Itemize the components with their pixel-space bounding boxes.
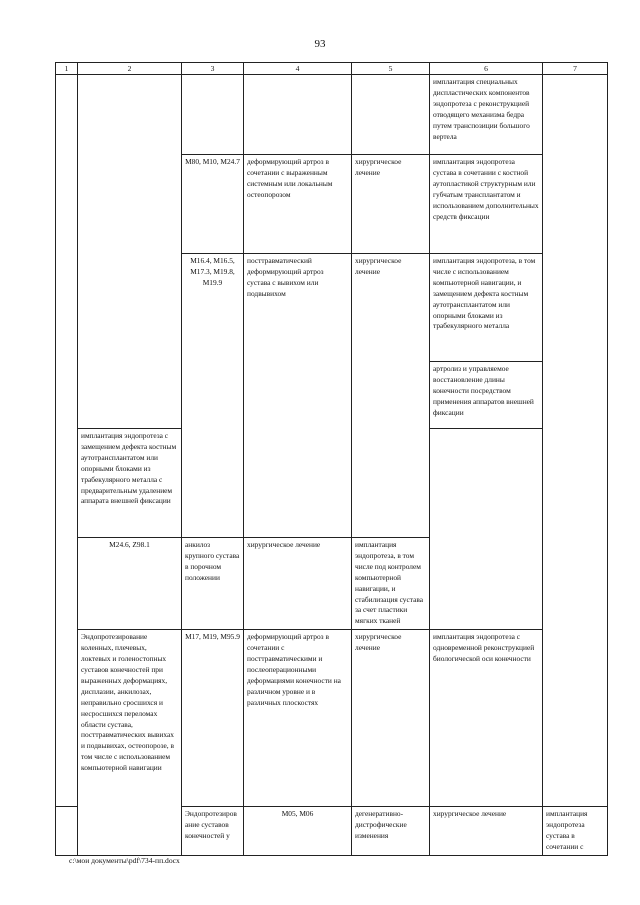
cell-codes: M80, M10, M24.7 [182,155,244,254]
procedures-table [55,62,608,856]
header-col-4: 4 [244,63,352,75]
cell-method: имплантация эндопротеза, в том числе с использованием компьютерной навигации, и замещением дефекта костным аутотрансплантатом или опорными блоками из трабекулярного металла [430,254,543,362]
header-col-5: 5 [352,63,430,75]
cell-method: имплантация эндопротеза, в том числе под контролем компьютерной навигации, и стабилизация сустава за счет пластики мягких тканей [352,538,430,630]
cell-codes: M17, M19, M95.9 [182,630,244,807]
header-col-2: 2 [78,63,182,75]
header-col-6: 6 [430,63,543,75]
cell-treatment: хирургическое лечение [352,155,430,254]
cell-method: имплантация эндопротеза с замещением дефекта костным аутотрансплантатом или опорными блоками из трабекулярного металла с предварительным удалением аппарата внешней фиксации [78,429,182,538]
cell-diagnosis: посттравматический деформирующий артроз сустава с вывихом или подвывихом [244,254,352,538]
cell-codes: M16.4, M16.5, M17.3, M19.8, M19.9 [182,254,244,538]
cell-diagnosis: деформирующий артроз в сочетании с посттравматическими и послеоперационными деформациями конечности на различном уровне и в различных плоскостях [244,630,352,807]
header-col-7: 7 [543,63,608,75]
cell-procedure: Эндопротезирование коленных, плечевых, локтевых и голеностопных суставов конечностей при выраженных деформациях, дисплазии, анкилозах, неправильно сросшихся и несросшихся переломах области сустава, посттравматических вывихах и подвывихах, остеопорозе, в том числе с использованием компьютерной навигации [78,630,182,856]
cell-diagnosis [244,75,352,155]
cell-treatment: хирургическое лечение [352,254,430,538]
cell-diagnosis: анкилоз крупного сустава в порочном положении [182,538,244,630]
footer-file-path: c:\мои документы\pdf\734-пп.docx [69,856,180,865]
header-col-1: 1 [56,63,78,75]
cell-col-1 [56,807,78,856]
cell-method: артролиз и управляемое восстановление длины конечности посредством применения аппаратов внешней фиксации [430,362,543,429]
cell-method: имплантация эндопротеза с одновременной реконструкцией биологической оси конечности [430,630,543,807]
table-row [56,75,608,155]
cell-method: имплантация эндопротеза сустава в сочетании с костной аутопластикой структурным или губчатым трансплантатом и использованием дополнительных средств фиксации [430,155,543,254]
page-number: 93 [314,38,326,50]
cell-diagnosis: деформирующий артроз в сочетании с выраженным системным или локальным остеопорозом [244,155,352,254]
cell-col-1 [56,75,78,807]
header-row [56,63,608,75]
cell-treatment: хирургическое лечение [430,807,543,856]
cell-codes: M05, M06 [244,807,352,856]
table-row [56,538,608,630]
header-col-3: 3 [182,63,244,75]
cell-treatment [352,75,430,155]
cell-codes: M24.6, Z98.1 [78,538,182,630]
cell-method: имплантация эндопротеза сустава в сочетании с [543,807,608,856]
cell-col-2 [78,75,182,429]
cell-col-7 [543,75,608,807]
cell-treatment: хирургическое лечение [352,630,430,807]
cell-procedure: Эндопротезирование суставов конечностей у [182,807,244,856]
cell-treatment: хирургическое лечение [244,538,352,630]
cell-diagnosis: дегенеративно-дистрофические изменения [352,807,430,856]
cell-codes [182,75,244,155]
table-row [56,630,608,807]
cell-method: имплантация специальных диспластических компонентов эндопротеза с реконструкцией отводящего механизма бедра путем транспозиции большого вертела [430,75,543,155]
